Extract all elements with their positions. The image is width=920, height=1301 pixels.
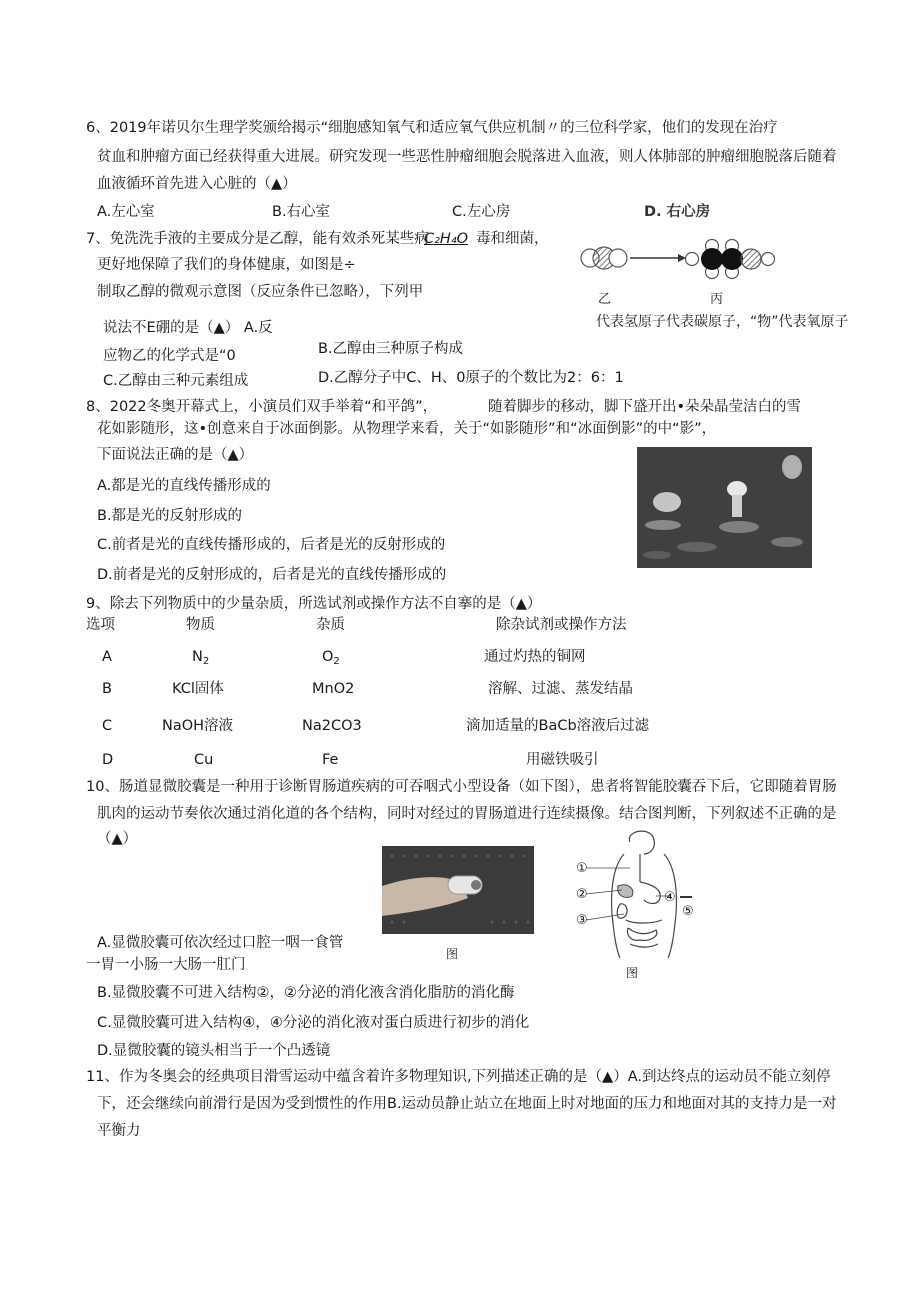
digestive-label-3: ③ [576,913,588,928]
q9-row-d-impurity: Fe [322,752,339,768]
q6-line2: 贫血和肿瘤方面已经获得重大进展。研究发现一些恶性肿瘤细胞会脱落进入血液，则人体肺部的肿瘤细胞脱落后随着 [97,149,837,165]
q9-line1: 9、除去下列物质中的少量杂质，所选试剂或操作方法不自搴的是（▲） [86,596,542,612]
q6-option-b: B.右心室 [272,204,331,220]
q9-row-b-impurity: MnO2 [312,681,355,697]
capsule-photo [382,846,534,934]
q9-header-impurity: 杂质 [316,617,345,633]
q8-option-a: A.都是光的直线传播形成的 [97,478,271,494]
digestive-label-2: ② [576,887,588,902]
q9-row-a-method: 通过灼热的铜网 [484,649,586,665]
q11-line3: 平衡力 [97,1123,141,1139]
q9-row-a-substance: $N_2$ [192,649,210,667]
q9-row-a-option: A [102,649,112,665]
molecule-yi [581,247,627,269]
digestive-diagram-caption: 图 [626,966,639,980]
capsule-photo-caption: 图 [446,947,459,961]
q9-row-b-option: B [102,681,112,697]
q9-row-d-substance: Cu [194,752,214,768]
q8-line3: 下面说法正确的是（▲） [97,447,254,463]
digestive-label-1: ① [576,861,588,876]
q10-option-a-line2: 一胃一小肠一大肠一肛门 [86,957,246,973]
q9-row-d-option: D [102,752,114,768]
q11-line2: 下，还会继续向前滑行是因为受到惯性的作用B.运动员静止站立在地面上时对地面的压力和地面对其的支持力是一对 [97,1096,837,1112]
q9-row-c-impurity: Na2CO3 [302,718,362,734]
digestive-label-4-dash [680,896,692,898]
ice-performance-photo [637,447,812,568]
q7-option-b: B.乙醇由三种原子构成 [318,341,464,357]
q9-header-substance: 物质 [186,617,215,633]
q9-row-a-impurity: $O_2$ [322,649,340,667]
q9-row-c-substance: NaOH溶液 [162,718,234,734]
q6-option-c: C.左心房 [452,204,511,220]
digestive-label-4: ④ [664,890,676,905]
q7-formula: C₂H₄O [424,231,469,247]
q7-line5: 应物乙的化学式是“0 [103,348,236,364]
q10-line3: （▲） [97,831,138,847]
q7-line1b: 毒和细菌， [476,231,549,247]
molecule-caption: 代表氢原子代表碳原子，“物”代表氧原子 [596,314,849,330]
q10-option-c: C.显微胶囊可进入结构④，④分泌的消化液对蛋白质进行初步的消化 [97,1015,530,1031]
q6-option-a: A.左心室 [97,204,155,220]
q7-line4: 说法不E硼的是（▲） A.反 [103,320,273,336]
q8-option-c: C.前者是光的直线传播形成的，后者是光的反射形成的 [97,537,446,553]
q8-line2: 花如影随形，这•创意来自于冰面倒影。从物理学来看，关于“如影随形”和“冰面倒影”的中“影”， [97,421,717,437]
reaction-arrow [630,254,686,262]
q8-line1b: 随着脚步的移动，脚下盛开出•朵朵晶莹洁白的雪 [488,399,802,415]
q9-header-option: 选项 [86,617,115,633]
q7-line2: 更好地保障了我们的身体健康，如图是÷ [97,257,356,273]
q8-option-d: D.前者是光的反射形成的，后者是光的直线传播形成的 [97,567,447,583]
q7-option-d: D.乙醇分子中C、H、0原子的个数比为2：6：1 [318,370,624,386]
q11-line1: 11、作为冬奥会的经典项目滑雪运动中蕴含着许多物理知识,下列描述正确的是（▲）A.到达终点的运动员不能立刻停 [86,1069,831,1085]
q7-line3: 制取乙醇的微观示意图（反应条件已忽略），下列甲 [97,284,424,300]
q6-line1: 6、2019年诺贝尔生理学奖颁给揭示“细胞感知氧气和适应氧气供应机制〃的三位科学家，他们的发现在治疗 [86,120,778,136]
q8-option-b: B.都是光的反射形成的 [97,508,243,524]
q7-line1a: 7、免洗洗手液的主要成分是乙醇，能有效杀死某些病 [86,231,429,247]
q9-row-c-option: C [102,718,113,734]
molecule-label-yi: 乙 [598,292,612,307]
q8-line1a: 8、2022冬奥开幕式上，小演员们双手举着“和平鸽”， [86,399,438,415]
q9-header-method: 除杂试剂或操作方法 [496,617,627,633]
q10-line1: 10、肠道显微胶囊是一种用于诊断胃肠道疾病的可吞咽式小型设备（如下图），患者将智能胶囊吞下后，它即随着胃肠 [86,779,837,795]
q9-row-b-substance: KCl固体 [172,681,224,697]
q10-option-a-line1: A.显微胶囊可依次经过口腔一咽一食管 [97,935,344,951]
molecule-bing [686,240,775,279]
q10-option-d: D.显微胶囊的镜头相当于一个凸透镜 [97,1043,331,1059]
q9-row-b-method: 溶解、过滤、蒸发结晶 [488,681,633,697]
q9-row-c-method: 滴加适量的BaCb溶液后过滤 [466,718,650,734]
q10-option-b: B.显微胶囊不可进入结构②，②分泌的消化液含消化脂肪的消化酶 [97,985,515,1001]
q6-option-d: D. 右心房 [644,204,711,220]
q10-line2: 肌肉的运动节奏依次通过消化道的各个结构，同时对经过的胃肠道进行连续摄像。结合图判断，下列叙述不正确的是 [97,806,837,822]
digestive-label-5: ⑤ [682,904,694,919]
digestive-system-diagram [570,824,710,964]
molecule-label-bing: 丙 [710,292,724,307]
q9-row-d-method: 用磁铁吸引 [526,752,599,768]
q6-line3: 血液循环首先进入心脏的（▲） [97,176,297,192]
q7-option-c: C.乙醇由三种元素组成 [103,373,249,389]
